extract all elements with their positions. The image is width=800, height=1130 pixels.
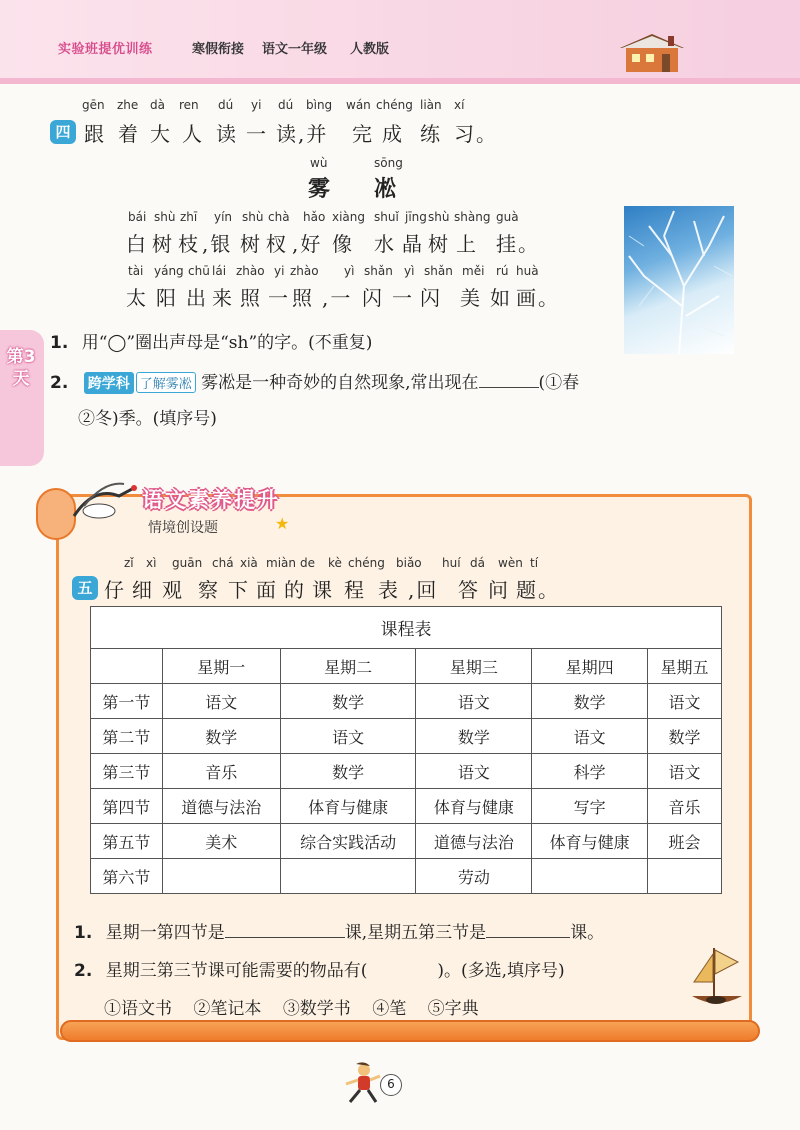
hanzi: 读 <box>216 122 238 146</box>
pinyin: xià <box>240 556 258 570</box>
table-cell: 数学 <box>280 754 416 789</box>
hanzi: 课 <box>312 578 334 602</box>
hanzi: 闪 <box>362 286 384 310</box>
pinyin: dà <box>150 98 165 112</box>
pinyin: shù <box>428 210 450 224</box>
table-cell: 体育与健康 <box>280 789 416 824</box>
hanzi: 大 <box>150 122 172 146</box>
hanzi: 一 <box>392 286 414 310</box>
hanzi: 表 <box>378 578 400 602</box>
hanzi: 白 <box>126 232 148 256</box>
pinyin: shù <box>242 210 264 224</box>
pinyin: dú <box>218 98 234 112</box>
pinyin: gēn <box>82 98 105 112</box>
question-number: 1. <box>74 923 93 943</box>
table-cell: 综合实践活动 <box>280 824 416 859</box>
pinyin: yì <box>344 264 355 278</box>
table-cell: 体育与健康 <box>416 789 532 824</box>
pinyin: shù <box>154 210 176 224</box>
pinyin: shǎn <box>424 264 453 278</box>
table-cell: 语文 <box>416 754 532 789</box>
pinyin: bái <box>128 210 147 224</box>
hanzi: 水 <box>374 232 396 256</box>
hanzi: 一 <box>246 122 268 146</box>
schedule-table <box>90 606 722 894</box>
table-cell: 第三节 <box>91 754 163 789</box>
pinyin: chéng <box>376 98 413 112</box>
pinyin: chá <box>212 556 234 570</box>
pinyin: yì <box>404 264 415 278</box>
banner-title: 语文素养提升 <box>142 488 280 512</box>
pinyin: yín <box>214 210 233 224</box>
table-cell: 语文 <box>648 754 722 789</box>
question-text: 星期一第四节是 <box>105 923 225 943</box>
star-icon: ★ <box>275 514 290 533</box>
hanzi: ,银 <box>202 232 233 256</box>
hanzi: 察 <box>198 578 220 602</box>
pinyin: xiàng <box>332 210 366 224</box>
table-cell <box>532 859 648 894</box>
table-cell: 第一节 <box>91 684 163 719</box>
table-cell: 语文 <box>648 684 722 719</box>
pinyin: wù <box>310 156 328 170</box>
hanzi: 答 <box>458 578 480 602</box>
page-number: 6 <box>380 1074 402 1096</box>
question-2-cont: ②冬)季。(填序号) <box>78 409 217 429</box>
hanzi: 的 <box>284 578 306 602</box>
pinyin: jīng <box>405 210 427 224</box>
rime-tree-photo <box>624 206 734 354</box>
runner-icon <box>340 1062 384 1106</box>
table-cell: 道德与法治 <box>162 789 280 824</box>
hanzi: 读 <box>276 122 298 146</box>
pinyin: tí <box>530 556 539 570</box>
hanzi: 问 <box>488 578 510 602</box>
table-cell: 数学 <box>162 719 280 754</box>
day-label: 第3天 <box>6 347 36 389</box>
question-number: 1. <box>50 333 69 353</box>
pinyin: kè <box>328 556 342 570</box>
option: ⑤字典 <box>427 999 479 1019</box>
hanzi: 树 <box>428 232 450 256</box>
hanzi: 完 <box>352 122 374 146</box>
table-row <box>91 789 722 824</box>
answer-blank[interactable] <box>479 387 539 388</box>
hanzi: 挂。 <box>496 232 540 256</box>
hanzi: 人 <box>182 122 204 146</box>
snow-house-icon <box>616 30 688 74</box>
question-number: 2. <box>74 961 93 981</box>
pinyin: xì <box>146 556 157 570</box>
question-5-2 <box>74 956 565 981</box>
question-number: 2. <box>50 373 69 393</box>
table-cell: 数学 <box>648 719 722 754</box>
hanzi: 仔 <box>104 578 126 602</box>
question-text: 课。 <box>570 923 605 943</box>
table-cell <box>280 859 416 894</box>
table-cell <box>648 859 722 894</box>
pinyin: liàn <box>420 98 442 112</box>
pinyin: miàn <box>266 556 296 570</box>
question-text: (①春 <box>538 373 580 393</box>
table-cell: 写字 <box>532 789 648 824</box>
answer-blank[interactable] <box>225 937 345 938</box>
table-cell: 数学 <box>280 684 416 719</box>
question-text: 用“◯”圈出声母是“sh”的字。(不重复) <box>81 333 373 353</box>
table-header-row <box>91 649 722 684</box>
table-header-cell: 星期四 <box>532 649 648 684</box>
table-header-cell: 星期二 <box>280 649 416 684</box>
hanzi: ,回 <box>408 578 439 602</box>
hanzi: 太 <box>126 286 148 310</box>
table-cell: 语文 <box>162 684 280 719</box>
pinyin: zhào <box>290 264 319 278</box>
hanzi: 树 <box>240 232 262 256</box>
frost-branches-icon <box>624 206 734 354</box>
pinyin: dú <box>278 98 294 112</box>
option: ④笔 <box>372 999 407 1019</box>
hanzi: 练 <box>420 122 442 146</box>
pinyin: shàng <box>454 210 491 224</box>
hanzi: 照 <box>240 286 262 310</box>
term-label: 寒假衔接 <box>192 42 245 57</box>
hanzi: 来 <box>212 286 234 310</box>
option: ③数学书 <box>282 999 351 1019</box>
hanzi: ,好 <box>292 232 323 256</box>
hanzi: 阳 <box>156 286 178 310</box>
table-cell: 体育与健康 <box>532 824 648 859</box>
pinyin: hǎo <box>303 210 326 224</box>
hanzi: 杈 <box>266 232 288 256</box>
pinyin: lái <box>212 264 227 278</box>
pinyin: měi <box>462 264 485 278</box>
pinyin: biǎo <box>396 556 422 570</box>
pinyin: sōng <box>374 156 403 170</box>
grade-label: 语文一年级 <box>262 42 328 57</box>
table-cell: 美术 <box>162 824 280 859</box>
hanzi: 如 <box>490 286 512 310</box>
hanzi: 雾 <box>308 176 333 202</box>
options-row <box>104 994 479 1019</box>
hanzi: 观 <box>162 578 184 602</box>
hanzi: 画。 <box>516 286 560 310</box>
pinyin: bìng <box>306 98 333 112</box>
hanzi: 闪 <box>420 286 442 310</box>
pinyin: rú <box>496 264 509 278</box>
sailboat-icon <box>686 944 746 1014</box>
question-text: )。(多选,填序号) <box>437 961 565 981</box>
table-cell: 第五节 <box>91 824 163 859</box>
table-row <box>91 859 722 894</box>
table-cell: 第四节 <box>91 789 163 824</box>
table-caption: 课程表 <box>91 607 722 649</box>
section4-badge: 四 <box>50 120 76 144</box>
table-row <box>91 684 722 719</box>
table-cell: 音乐 <box>648 789 722 824</box>
pinyin: wèn <box>498 556 523 570</box>
table-cell: 第六节 <box>91 859 163 894</box>
pinyin: xí <box>454 98 465 112</box>
hanzi: 跟 <box>84 122 106 146</box>
pinyin: zhe <box>117 98 139 112</box>
pinyin: de <box>300 556 315 570</box>
hanzi: 成 <box>382 122 404 146</box>
hanzi: 像 <box>332 232 354 256</box>
table-header-cell: 星期三 <box>416 649 532 684</box>
pinyin: guān <box>172 556 203 570</box>
table-cell: 音乐 <box>162 754 280 789</box>
hanzi: 树 <box>152 232 174 256</box>
table-cell: 班会 <box>648 824 722 859</box>
pinyin: yáng <box>154 264 184 278</box>
hanzi: 题。 <box>516 578 560 602</box>
pinyin: shuǐ <box>374 210 399 224</box>
pinyin: yi <box>251 98 262 112</box>
pinyin: zhào <box>236 264 265 278</box>
cross-subject-tag: 跨学科 <box>84 372 134 394</box>
pinyin: tài <box>128 264 144 278</box>
question-1 <box>50 328 372 353</box>
question-text: 课,星期五第三节是 <box>344 923 487 943</box>
hanzi: 习。 <box>454 122 498 146</box>
pinyin: chéng <box>348 556 385 570</box>
hanzi: 下 <box>228 578 250 602</box>
hanzi: 上 <box>456 232 478 256</box>
table-row <box>91 824 722 859</box>
table-cell <box>162 859 280 894</box>
question-2 <box>50 368 579 394</box>
edition-label: 人教版 <box>350 42 390 57</box>
pinyin: huà <box>516 264 539 278</box>
pinyin: ren <box>179 98 199 112</box>
hanzi: 着 <box>118 122 140 146</box>
crane-icon <box>64 476 144 536</box>
banner-subtitle: 情境创设题 <box>148 520 218 536</box>
table-cell: 语文 <box>532 719 648 754</box>
hanzi: 出 <box>186 286 208 310</box>
scroll-roll-bottom <box>60 1020 760 1042</box>
question-text: 雾凇是一种奇妙的自然现象,常出现在 <box>201 373 479 393</box>
hanzi: 程 <box>344 578 366 602</box>
table-header-cell <box>91 649 163 684</box>
hanzi: 凇 <box>374 176 399 202</box>
option: ②笔记本 <box>193 999 262 1019</box>
pinyin: chà <box>268 210 290 224</box>
pinyin: huí <box>442 556 461 570</box>
table-cell: 劳动 <box>416 859 532 894</box>
table-cell: 第二节 <box>91 719 163 754</box>
question-5-1 <box>74 918 604 943</box>
hanzi: 细 <box>132 578 154 602</box>
table-cell: 科学 <box>532 754 648 789</box>
answer-blank[interactable] <box>486 937 570 938</box>
table-cell: 数学 <box>416 719 532 754</box>
pinyin: zǐ <box>124 556 134 570</box>
pinyin: dá <box>470 556 485 570</box>
pinyin: zhī <box>180 210 198 224</box>
table-header-cell: 星期一 <box>162 649 280 684</box>
hanzi: 照 <box>292 286 314 310</box>
table-cell: 道德与法治 <box>416 824 532 859</box>
pinyin: shǎn <box>364 264 393 278</box>
table-row <box>91 754 722 789</box>
table-cell: 数学 <box>532 684 648 719</box>
pinyin: yi <box>274 264 285 278</box>
pinyin: guà <box>496 210 519 224</box>
pinyin: wán <box>346 98 371 112</box>
table-header-cell: 星期五 <box>648 649 722 684</box>
question-text: 星期三第三节课可能需要的物品有( <box>105 961 368 981</box>
topic-tag: 了解雾凇 <box>136 372 196 393</box>
header-divider <box>0 78 800 84</box>
hanzi: ,并 <box>298 122 329 146</box>
section5-badge: 五 <box>72 576 98 600</box>
pinyin: chū <box>188 264 210 278</box>
table-row <box>91 719 722 754</box>
hanzi: 枝 <box>178 232 200 256</box>
option: ①语文书 <box>104 999 172 1019</box>
hanzi: 一 <box>268 286 290 310</box>
table-cell: 语文 <box>280 719 416 754</box>
hanzi: ,一 <box>322 286 353 310</box>
hanzi: 晶 <box>402 232 424 256</box>
hanzi: 美 <box>460 286 482 310</box>
series-title: 实验班提优训练 <box>58 42 153 57</box>
hanzi: 面 <box>256 578 278 602</box>
table-cell: 语文 <box>416 684 532 719</box>
